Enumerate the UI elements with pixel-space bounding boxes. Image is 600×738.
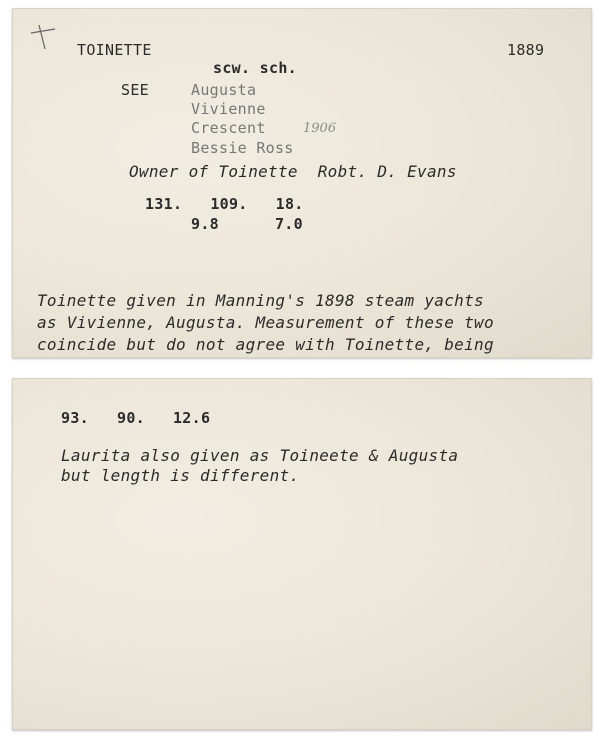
vessel-year: 1889: [507, 41, 545, 59]
index-card-front: [12, 8, 592, 358]
note-line-3: coincide but do not agree with Toinette, being: [37, 335, 494, 354]
see-ref-bessie-ross: Bessie Ross: [191, 139, 294, 157]
index-card-back: [12, 378, 592, 730]
note-line-1: Toinette given in Manning's 1898 steam yachts: [37, 291, 484, 310]
measurements-row-1: 131. 109. 18.: [145, 195, 304, 213]
measurements: 93. 90. 12.6: [61, 409, 211, 427]
cross-mark-icon: [27, 23, 57, 53]
see-ref-vivienne: Vivienne: [191, 100, 266, 118]
owner-line: Owner of Toinette Robt. D. Evans: [129, 162, 457, 181]
measurements-row-2: 9.8 7.0: [191, 215, 303, 233]
vessel-name: TOINETTE: [77, 41, 152, 59]
crescent-pencil-note: 1906: [303, 121, 337, 136]
see-label: SEE: [121, 81, 149, 99]
back-note-line-1: Laurita also given as Toineete & Augusta: [61, 446, 459, 465]
back-note-line-2: but length is different.: [61, 466, 300, 485]
note-line-2: as Vivienne, Augusta. Measurement of these two: [37, 313, 494, 332]
see-ref-crescent: Crescent: [191, 119, 266, 137]
pencil-cross-mark: [27, 23, 57, 53]
see-ref-augusta: Augusta: [191, 81, 257, 99]
vessel-type: scw. sch.: [213, 59, 297, 77]
